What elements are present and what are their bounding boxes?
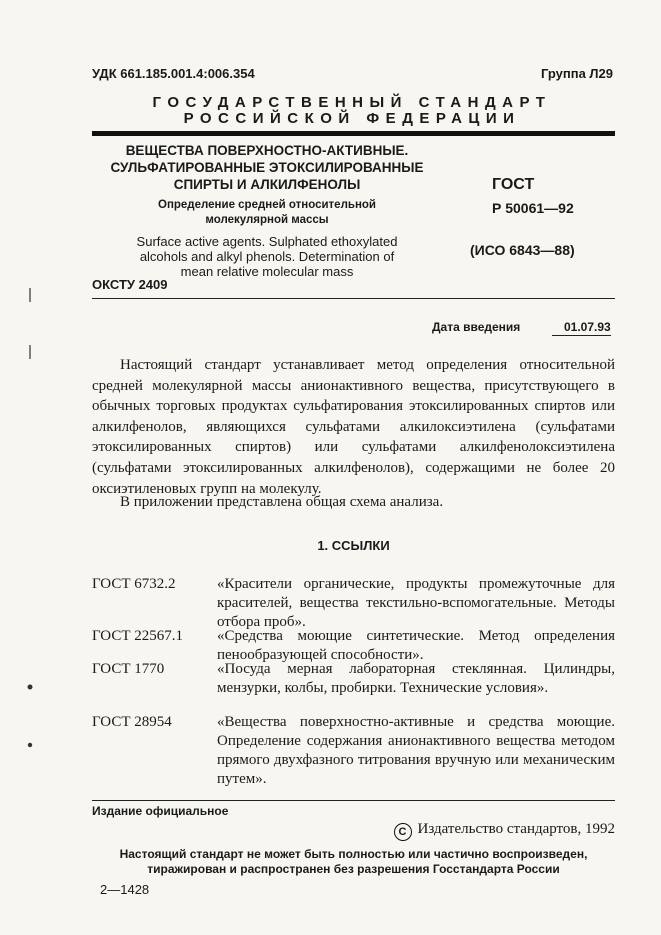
edition-label: Издание официальное <box>92 804 229 818</box>
intro-paragraph: Настоящий стандарт устанавливает метод определения относительной средней молекулярной массы анионактивного вещества, присутствующего в обычных торговых продуктах сульфатирования этоксилированных спиртов или алкилфенолов, являющихся сульфатами алкилоксиэтилена (сульфатами этоксилированных спиртов) или сульфатами алкилфенолоксиэтилена (сульфатами этоксилированных алкилфенолов), содержащими не более 20 оксиэтиленовых групп на молекулу. <box>92 357 615 497</box>
title-rule <box>92 298 615 299</box>
iso-reference: (ИСО 6843—88) <box>470 242 575 258</box>
gost-label: ГОСТ <box>492 176 535 193</box>
header-rule <box>92 131 615 136</box>
date-value: 01.07.93 <box>552 320 611 336</box>
russian-federation-heading: РОССИЙСКОЙ ФЕДЕРАЦИИ <box>183 110 521 127</box>
date-label: Дата введения <box>432 320 521 334</box>
copyright-icon: С <box>394 823 412 841</box>
notice-line: тиражирован и распространен без разрешения Госстандарта России <box>147 862 560 876</box>
margin-dot-mark <box>26 738 34 752</box>
reference-text: «Посуда мерная лабораторная стеклянная. Цилиндры, мензурки, колбы, пробирки. Технические условия». <box>217 661 615 696</box>
document-title <box>92 142 442 193</box>
subtitle-line: Определение средней относительной <box>158 199 376 211</box>
reference-item <box>92 575 615 632</box>
english-title-line: mean relative molecular mass <box>180 264 354 279</box>
reference-code: ГОСТ 1770 <box>92 661 165 677</box>
reference-text: «Вещества поверхностно-активные и средства моющие. Определение содержания анионактивного вещества методом прямого двухфазного титрования вручную или механическим путем». <box>217 714 615 787</box>
edition-rule <box>92 800 615 801</box>
margin-tick-mark <box>26 345 34 359</box>
english-title <box>92 234 442 279</box>
appendix-paragraph: В приложении представлена общая схема анализа. <box>120 494 444 510</box>
state-standard-heading: ГОСУДАРСТВЕННЫЙ СТАНДАРТ <box>152 94 552 111</box>
margin-dot-mark <box>26 680 34 694</box>
reference-code: ГОСТ 28954 <box>92 714 172 730</box>
reference-item <box>92 660 615 698</box>
publisher-line <box>394 821 615 841</box>
order-number: 2—1428 <box>100 882 150 897</box>
title-line: СПИРТЫ И АЛКИЛФЕНОЛЫ <box>173 177 361 192</box>
document-subtitle <box>92 198 442 228</box>
notice-line: Настоящий стандарт не может быть полностью или частично воспроизведен, <box>119 847 588 861</box>
reference-text: «Средства моющие синтетические. Метод определения пенообразующей способности». <box>217 628 615 663</box>
group-code: Группа Л29 <box>540 66 613 81</box>
reference-code: ГОСТ 22567.1 <box>92 628 183 644</box>
reference-text: «Красители органические, продукты промежуточные для красителей, вещества текстильно-вспомогательные. Методы отбора проб». <box>217 576 615 630</box>
section-heading: 1. ССЫЛКИ <box>317 538 390 553</box>
publisher-text: Издательство стандартов, 1992 <box>417 821 615 837</box>
english-title-line: Surface active agents. Sulphated ethoxylated <box>136 234 398 249</box>
udk-code: УДК 661.185.001.4:006.354 <box>92 66 255 81</box>
okstu-code: ОКСТУ 2409 <box>92 277 168 292</box>
margin-tick-mark <box>26 288 34 302</box>
subtitle-line: молекулярной массы <box>205 214 329 226</box>
reference-item <box>92 713 615 789</box>
english-title-line: alcohols and alkyl phenols. Determination of <box>139 249 395 264</box>
gost-number: Р 50061—92 <box>492 200 574 216</box>
title-line: СУЛЬФАТИРОВАННЫЕ ЭТОКСИЛИРОВАННЫЕ <box>110 160 424 175</box>
reference-code: ГОСТ 6732.2 <box>92 576 176 592</box>
copyright-notice <box>92 847 615 877</box>
title-line: ВЕЩЕСТВА ПОВЕРХНОСТНО-АКТИВНЫЕ. <box>125 143 409 158</box>
